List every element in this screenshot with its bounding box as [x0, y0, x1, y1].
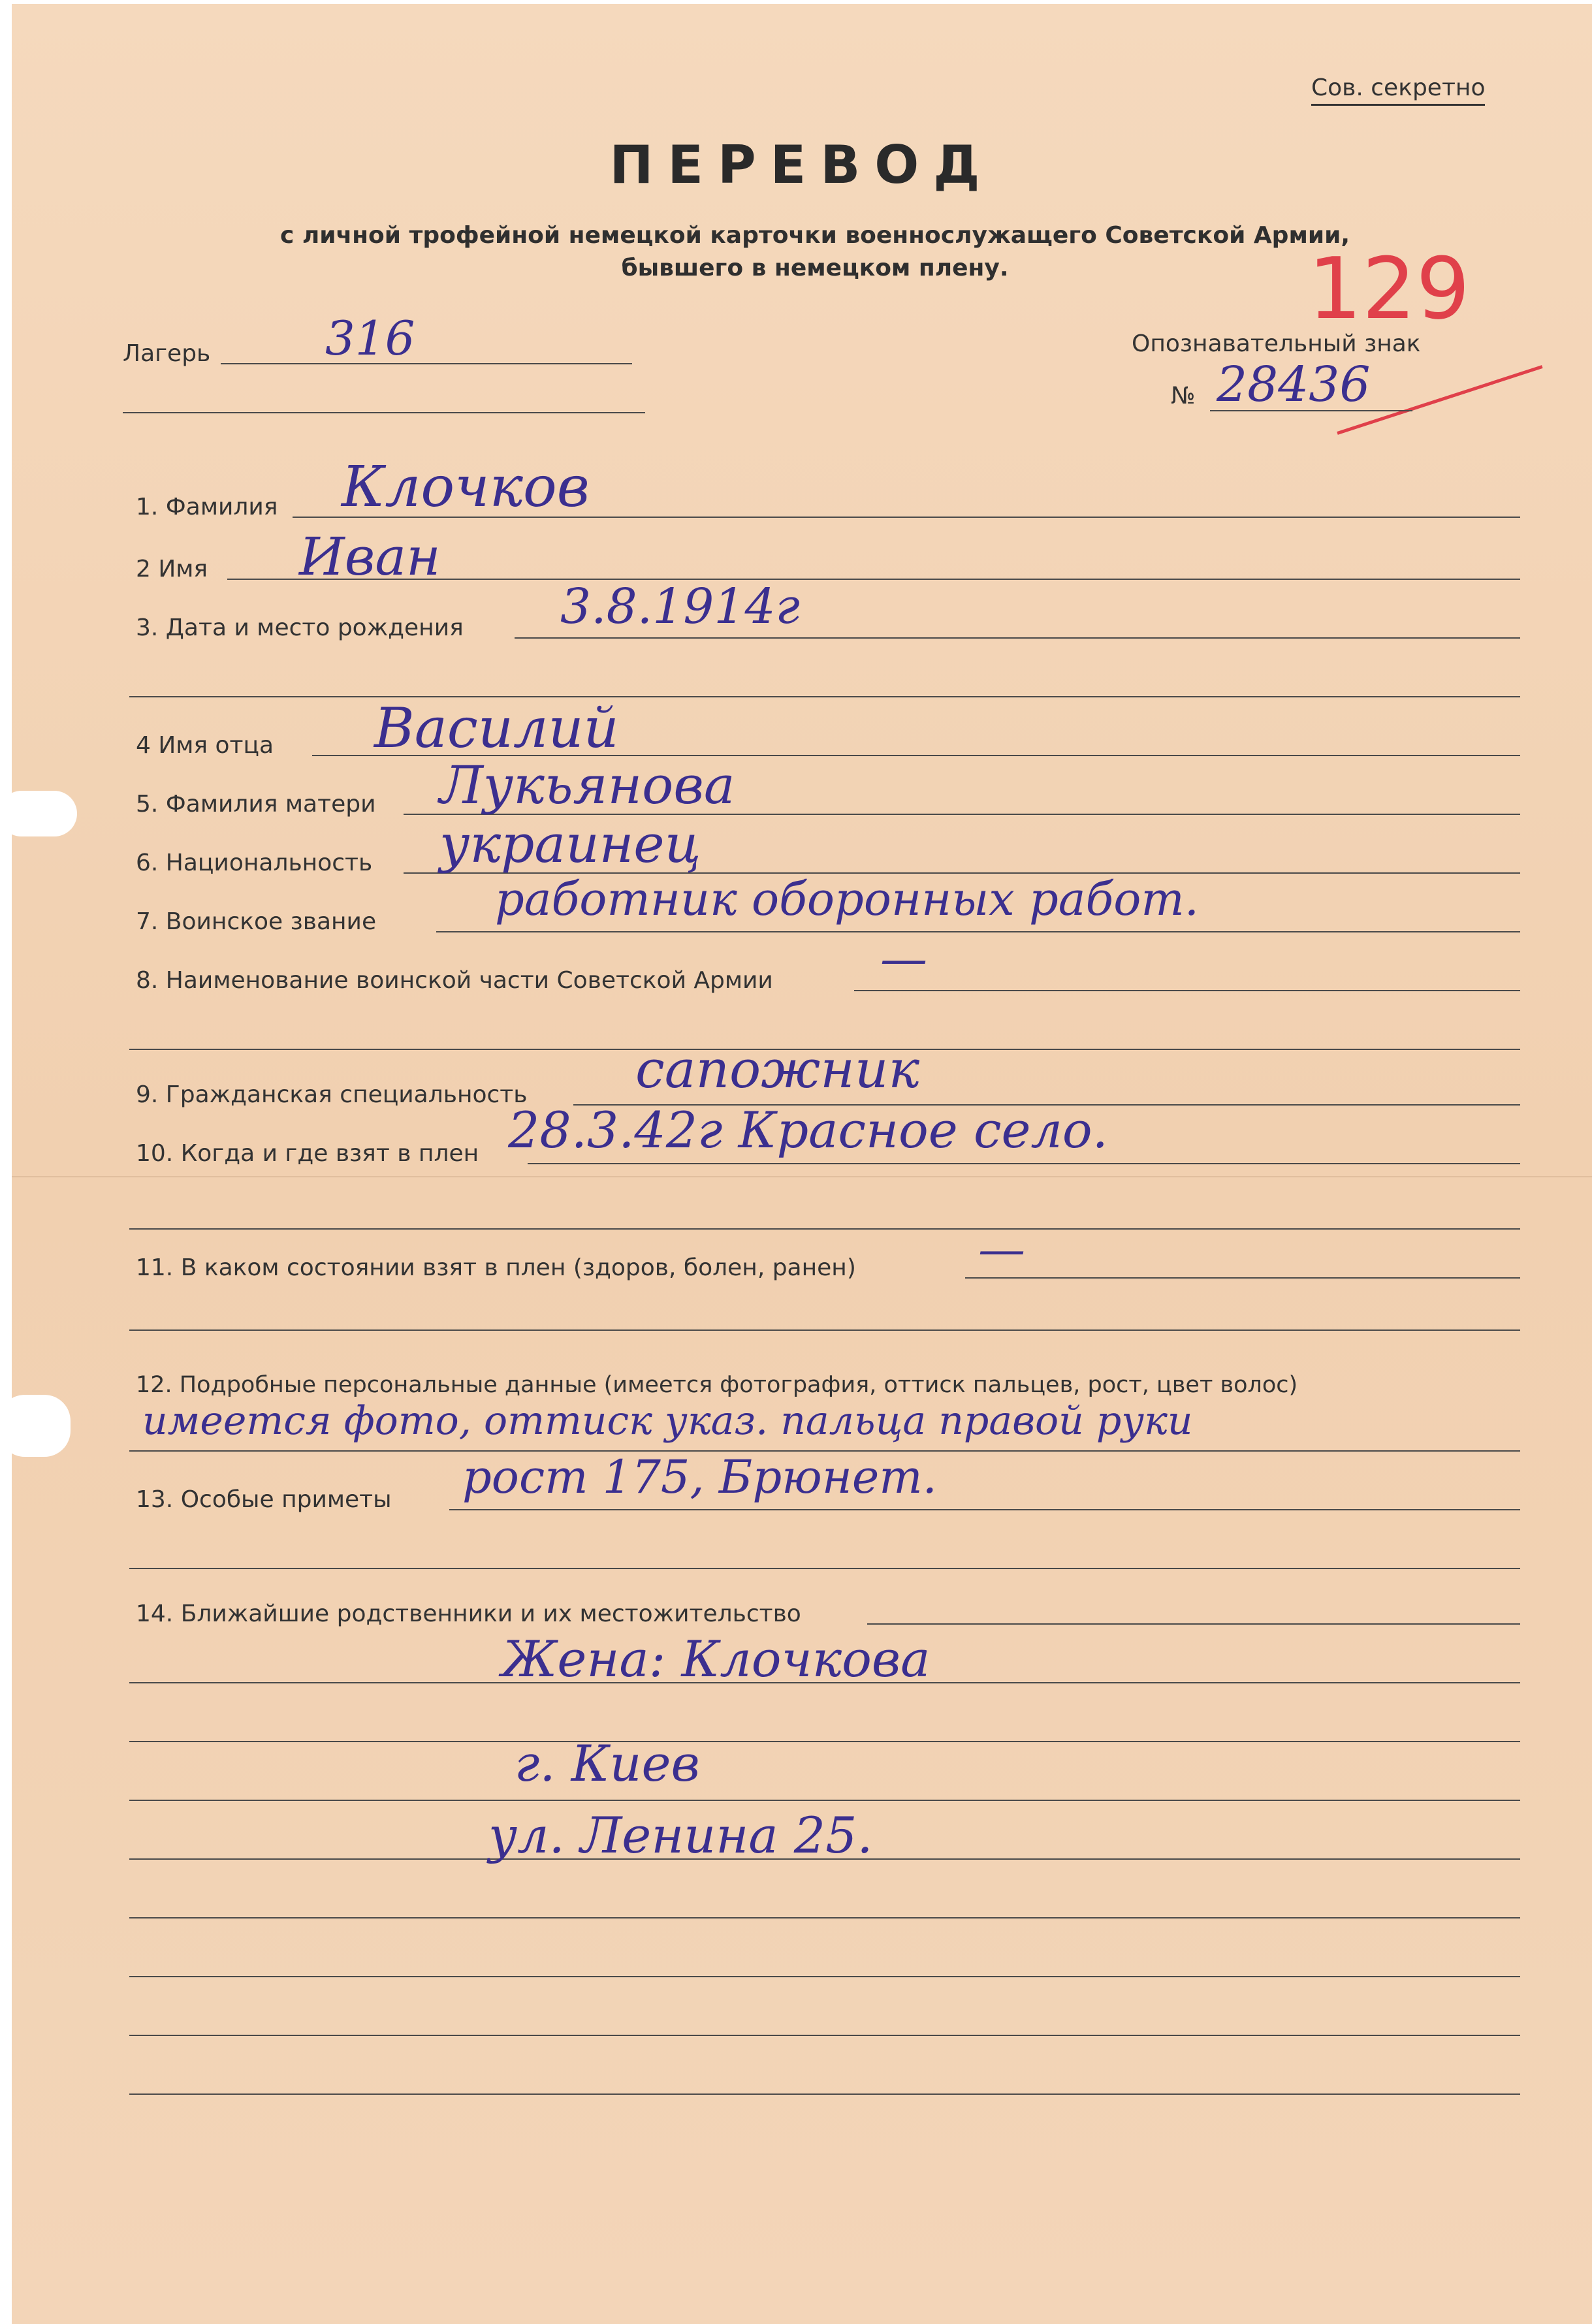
field-profession-value: сапожник [635, 1039, 920, 1100]
field-surname-value: Клочков [342, 454, 590, 520]
field-surname-label: 1. Фамилия [136, 494, 278, 520]
field-personal-data-value: имеется фото, оттиск указ. пальца правой руки [142, 1398, 1193, 1444]
field-father-label: 4 Имя отца [136, 732, 274, 759]
field-marks-label: 13. Особые приметы [136, 1486, 392, 1513]
id-tag-label: Опознавательный знак [1132, 330, 1421, 357]
field-birth-line [515, 637, 1520, 639]
field-marks-value: рост 175, Брюнет. [462, 1450, 937, 1504]
field-nationality-value: украинец [439, 814, 701, 874]
field-captured-line [528, 1163, 1520, 1164]
classification-stamp: Сов. секретно [1311, 74, 1485, 106]
field-mother-label: 5. Фамилия матери [136, 791, 376, 818]
red-number-mark: 129 [1308, 239, 1471, 338]
field-birth-value: 3.8.1914г [560, 579, 800, 635]
subtitle-line-2: бывшего в немецком плену. [621, 255, 1009, 281]
field-marks-line [449, 1509, 1520, 1510]
field-father-value: Василий [374, 696, 619, 760]
id-tag-value: 28436 [1217, 357, 1371, 413]
field-rank-value: работник оборонных работ. [495, 872, 1199, 926]
camp-line [221, 363, 632, 364]
document-subtitle [208, 219, 1422, 285]
field-name-label: 2 Имя [136, 556, 208, 582]
field-mother-value: Лукьянова [439, 755, 735, 816]
field-relatives-value-1: Жена: Клочкова [501, 1630, 931, 1688]
fold-crease [12, 1176, 1592, 1177]
field-marks-line-2 [129, 1568, 1520, 1569]
id-tag-number-label: № [1171, 383, 1196, 409]
document-title: ПЕРЕВОД [609, 135, 995, 195]
field-condition-value: — [978, 1222, 1025, 1277]
field-captured-value: 28.3.42г Красное село. [508, 1101, 1108, 1159]
field-relatives-line-7 [129, 1976, 1520, 1977]
field-birth-line-2 [129, 696, 1520, 697]
field-condition-line-2 [129, 1329, 1520, 1331]
punch-hole-bottom [0, 1395, 71, 1457]
field-captured-label: 10. Когда и где взят в плен [136, 1140, 479, 1167]
field-relatives-line-8 [129, 2035, 1520, 2036]
camp-label: Лагерь [123, 340, 211, 367]
field-relatives-value-3: ул. Ленина 25. [488, 1806, 873, 1864]
field-captured-line-2 [129, 1228, 1520, 1230]
field-rank-label: 7. Воинское звание [136, 908, 377, 935]
field-relatives-label: 14. Ближайшие родственники и их местожительство [136, 1600, 801, 1627]
field-unit-label: 8. Наименование воинской части Советской Армии [136, 967, 773, 994]
field-relatives-line [867, 1623, 1520, 1625]
camp-line-2 [123, 412, 645, 413]
camp-value: 316 [325, 311, 415, 366]
field-personal-data-label: 12. Подробные персональные данные (имеется фотография, оттиск пальцев, рост, цвет волос) [136, 1372, 1298, 1398]
field-unit-value: — [880, 931, 927, 986]
subtitle-line-1: с личной трофейной немецкой карточки военнослужащего Советской Армии, [279, 222, 1350, 249]
field-name-value: Иван [299, 526, 441, 587]
field-birth-label: 3. Дата и место рождения [136, 614, 464, 641]
field-profession-label: 9. Гражданская специальность [136, 1081, 528, 1108]
field-relatives-value-2: г. Киев [515, 1734, 700, 1792]
field-relatives-line-3 [129, 1741, 1520, 1742]
field-condition-line [965, 1277, 1520, 1279]
field-relatives-line-4 [129, 1800, 1520, 1801]
punch-hole-top [0, 791, 77, 836]
field-nationality-label: 6. Национальность [136, 850, 373, 876]
field-rank-line [436, 931, 1520, 932]
field-relatives-line-6 [129, 1917, 1520, 1918]
field-unit-line [854, 990, 1520, 991]
field-relatives-line-9 [129, 2093, 1520, 2095]
field-condition-label: 11. В каком состоянии взят в плен (здоров, болен, ранен) [136, 1254, 856, 1281]
